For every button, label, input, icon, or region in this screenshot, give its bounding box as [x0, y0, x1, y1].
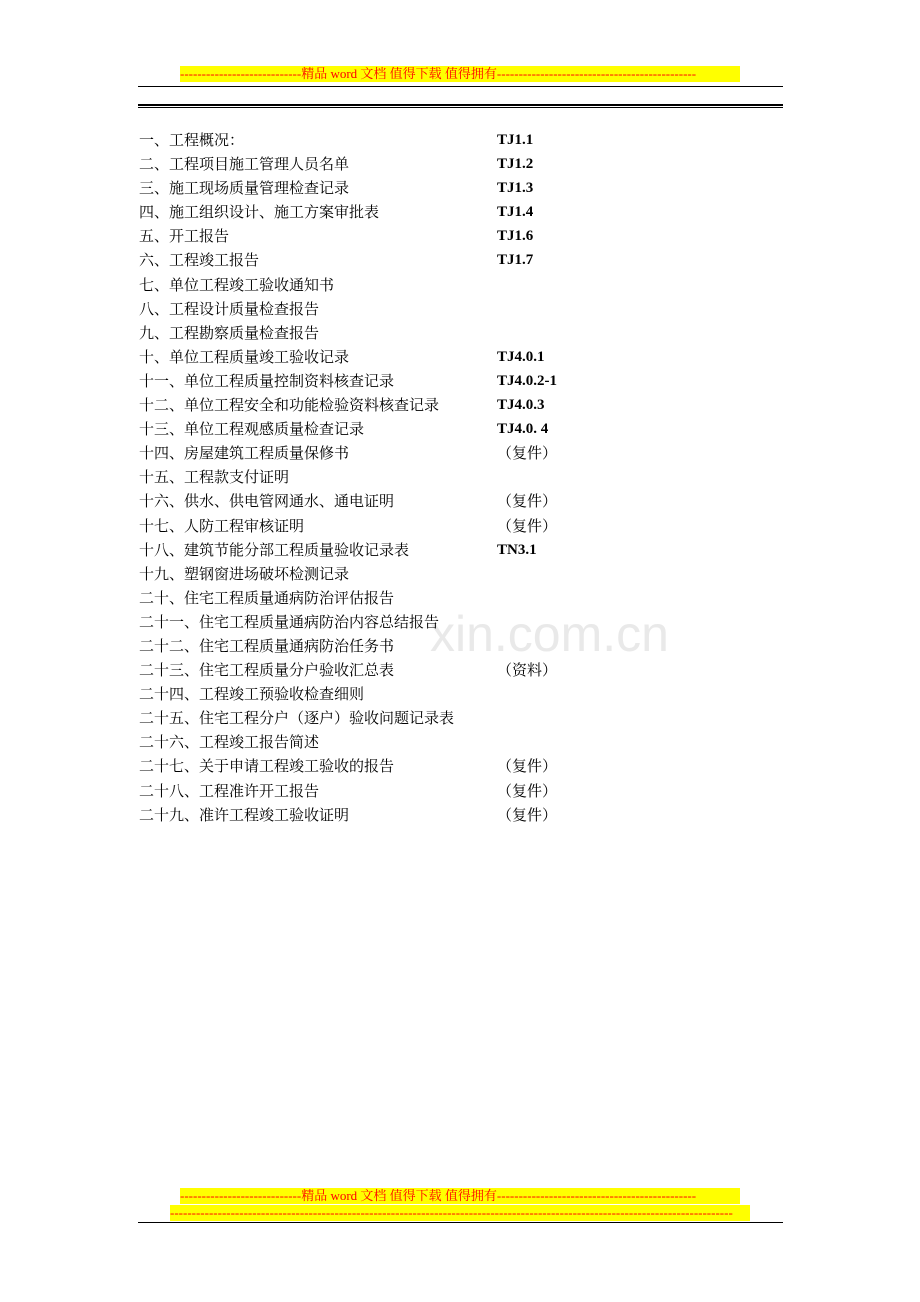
item-title: 五、开工报告	[139, 227, 230, 246]
item-title: 十六、供水、供电管网通水、通电证明	[139, 492, 395, 511]
item-title: 二、工程项目施工管理人员名单	[139, 155, 350, 174]
item-title: 二十一、住宅工程质量通病防治内容总结报告	[139, 612, 440, 631]
item-code: （复件）	[497, 516, 558, 535]
header-rule-top	[138, 86, 783, 87]
item-title: 十七、人防工程审核证明	[139, 516, 305, 535]
item-title: 十五、工程款支付证明	[139, 468, 290, 487]
list-item	[139, 514, 699, 538]
item-code: （复件）	[497, 492, 558, 511]
item-code: TJ1.1	[497, 132, 534, 148]
item-title: 二十三、住宅工程质量分户验收汇总表	[139, 661, 395, 680]
list-item	[139, 754, 699, 778]
item-code: TJ1.3	[497, 180, 534, 197]
item-code: TJ1.6	[497, 228, 534, 245]
item-title: 二十九、准许工程竣工验收证明	[139, 805, 350, 824]
item-code: （复件）	[497, 757, 558, 776]
list-item	[139, 200, 699, 224]
list-item	[139, 586, 699, 610]
list-item	[139, 321, 699, 345]
item-title: 六、工程竣工报告	[139, 251, 260, 270]
watermark: xin.com.cn	[430, 606, 669, 662]
table-of-contents	[139, 128, 699, 827]
list-item	[139, 610, 699, 634]
item-title: 十八、建筑节能分部工程质量验收记录表	[139, 540, 410, 559]
list-item	[139, 176, 699, 200]
item-title: 三、施工现场质量管理检查记录	[139, 179, 350, 198]
list-item	[139, 706, 699, 730]
item-code: TJ1.4	[497, 204, 534, 221]
list-item	[139, 369, 699, 393]
item-title: 二十二、住宅工程质量通病防治任务书	[139, 636, 395, 655]
item-code: TJ1.2	[497, 156, 534, 173]
footer-banner-2: ----------------------------------------------------------------------------------------------------------------------------------	[170, 1205, 750, 1221]
item-code: TN3.1	[497, 541, 537, 558]
item-title: 二十、住宅工程质量通病防治评估报告	[139, 588, 395, 607]
item-title: 七、单位工程竣工验收通知书	[139, 275, 335, 294]
item-title: 二十四、工程竣工预验收检查细则	[139, 685, 365, 704]
list-item	[139, 393, 699, 417]
item-title: 十二、单位工程安全和功能检验资料核查记录	[139, 396, 440, 415]
list-item	[139, 417, 699, 441]
list-item	[139, 345, 699, 369]
item-title: 十四、房屋建筑工程质量保修书	[139, 444, 350, 463]
footer-banner-1: ----------------------------精品 word 文档 值得下载 值得拥有----------------------------------------------	[180, 1188, 740, 1204]
item-code: TJ1.7	[497, 252, 534, 269]
item-title: 十九、塑钢窗进场破坏检测记录	[139, 564, 350, 583]
item-title: 二十六、工程竣工报告简述	[139, 733, 320, 752]
item-title: 二十五、住宅工程分户（逐户）验收问题记录表	[139, 709, 455, 728]
item-code: （资料）	[497, 661, 558, 680]
list-item	[139, 658, 699, 682]
list-item	[139, 779, 699, 803]
list-item	[139, 730, 699, 754]
header-rule-thick	[138, 104, 783, 106]
item-title: 二十八、工程准许开工报告	[139, 781, 320, 800]
item-title: 二十七、关于申请工程竣工验收的报告	[139, 757, 395, 776]
item-code: （复件）	[497, 805, 558, 824]
item-title: 一、工程概况：	[139, 131, 245, 149]
item-code: TJ4.0.1	[497, 348, 545, 365]
list-item	[139, 297, 699, 321]
item-title: 九、工程勘察质量检查报告	[139, 323, 320, 342]
list-item	[139, 128, 699, 152]
item-title: 四、施工组织设计、施工方案审批表	[139, 203, 380, 222]
list-item	[139, 682, 699, 706]
item-code: TJ4.0. 4	[497, 421, 549, 438]
list-item	[139, 465, 699, 489]
list-item	[139, 152, 699, 176]
list-item	[139, 224, 699, 248]
item-code: TJ4.0.3	[497, 397, 545, 414]
item-title: 十、单位工程质量竣工验收记录	[139, 347, 350, 366]
list-item	[139, 273, 699, 297]
footer-rule	[138, 1222, 783, 1223]
header-rule-thin	[138, 107, 783, 108]
header-banner: ----------------------------精品 word 文档 值得下载 值得拥有----------------------------------------------	[180, 66, 740, 82]
list-item	[139, 634, 699, 658]
item-title: 八、工程设计质量检查报告	[139, 299, 320, 318]
item-code: （复件）	[497, 781, 558, 800]
list-item	[139, 562, 699, 586]
list-item	[139, 441, 699, 465]
list-item	[139, 248, 699, 272]
list-item	[139, 803, 699, 827]
list-item	[139, 489, 699, 513]
item-code: （复件）	[497, 444, 558, 463]
item-title: 十一、单位工程质量控制资料核查记录	[139, 371, 395, 390]
item-code: TJ4.0.2-1	[497, 372, 557, 389]
list-item	[139, 538, 699, 562]
item-title: 十三、单位工程观感质量检查记录	[139, 420, 365, 439]
